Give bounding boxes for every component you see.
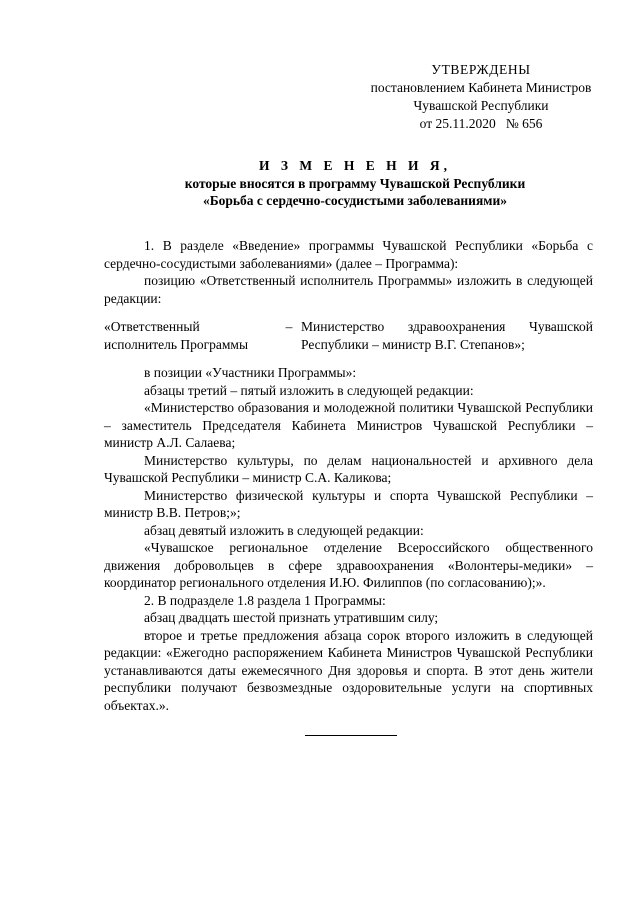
paragraph: абзац девятый изложить в следующей редакции: (144, 522, 424, 538)
position-dash: – (285, 319, 293, 334)
paragraph: 2. В подразделе 1.8 раздела 1 Программы: (144, 592, 386, 608)
title-program-name: «Борьба с сердечно-сосудистыми заболеваниями» (202, 193, 507, 208)
paragraph: позицию «Ответственный исполнитель Программы» изложить в следующей редакции: (104, 273, 593, 306)
approval-heading: УТВЕРЖДЕНЫ (431, 62, 531, 77)
paragraph: абзац двадцать шестой признать утратившим силу; (144, 610, 439, 625)
section-main-body (104, 364, 593, 714)
approval-line-republic: Чувашской Республики (413, 98, 549, 113)
paragraph: в позиции «Участники Программы»: (144, 365, 357, 380)
title-heading: И З М Е Н Е Н И Я, (258, 158, 451, 173)
paragraph: «Министерство образования и молодежной политики Чувашской Республики – заместитель Председателя Кабинета Министров Чувашской Республики – министр А.Л. Салаева; (104, 400, 593, 450)
approval-stamp (356, 61, 606, 133)
position-label-cell: «Ответственный исполнитель Программы (104, 319, 249, 352)
section-1-intro (104, 237, 593, 307)
paragraph: Министерство физической культуры и спорта Чувашской Республики – министр В.В. Петров;»; (104, 487, 593, 520)
end-divider-line (305, 735, 397, 736)
approval-line-resolution: постановлением Кабинета Министров (370, 80, 592, 95)
title-subtitle: которые вносятся в программу Чувашской Республики (184, 175, 526, 191)
paragraph: 1. В разделе «Введение» программы Чувашской Республики «Борьба с сердечно-сосудистыми заболеваниями» (далее – Программа): (104, 238, 593, 271)
paragraph: Министерство культуры, по делам национальностей и архивного дела Чувашской Республики – министр С.А. Каликова; (104, 452, 593, 485)
paragraph: «Чувашское региональное отделение Всероссийского общественного движения добровольцев в сфере здравоохранения «Волонтеры-медики» – координатор регионального отделения И.Ю. Филиппов (по согласованию);». (104, 540, 593, 590)
approval-line-date-number: от 25.11.2020 № 656 (419, 116, 543, 131)
paragraph: абзацы третий – пятый изложить в следующей редакции: (144, 382, 474, 398)
document-title (100, 157, 610, 210)
position-value-cell: Министерство здравоохранения Чувашской Республики – министр В.Г. Степанов»; (301, 319, 593, 352)
paragraph: второе и третье предложения абзаца сорок второго изложить в следующей редакции: «Ежегодно распоряжением Кабинета Министров Чувашской Республики устанавливаются даты ежемесячного Дня здоровья и спорта. В этот день жители республики получают безвозмездные оздоровительные услуги на спортивных объектах.». (104, 627, 593, 713)
